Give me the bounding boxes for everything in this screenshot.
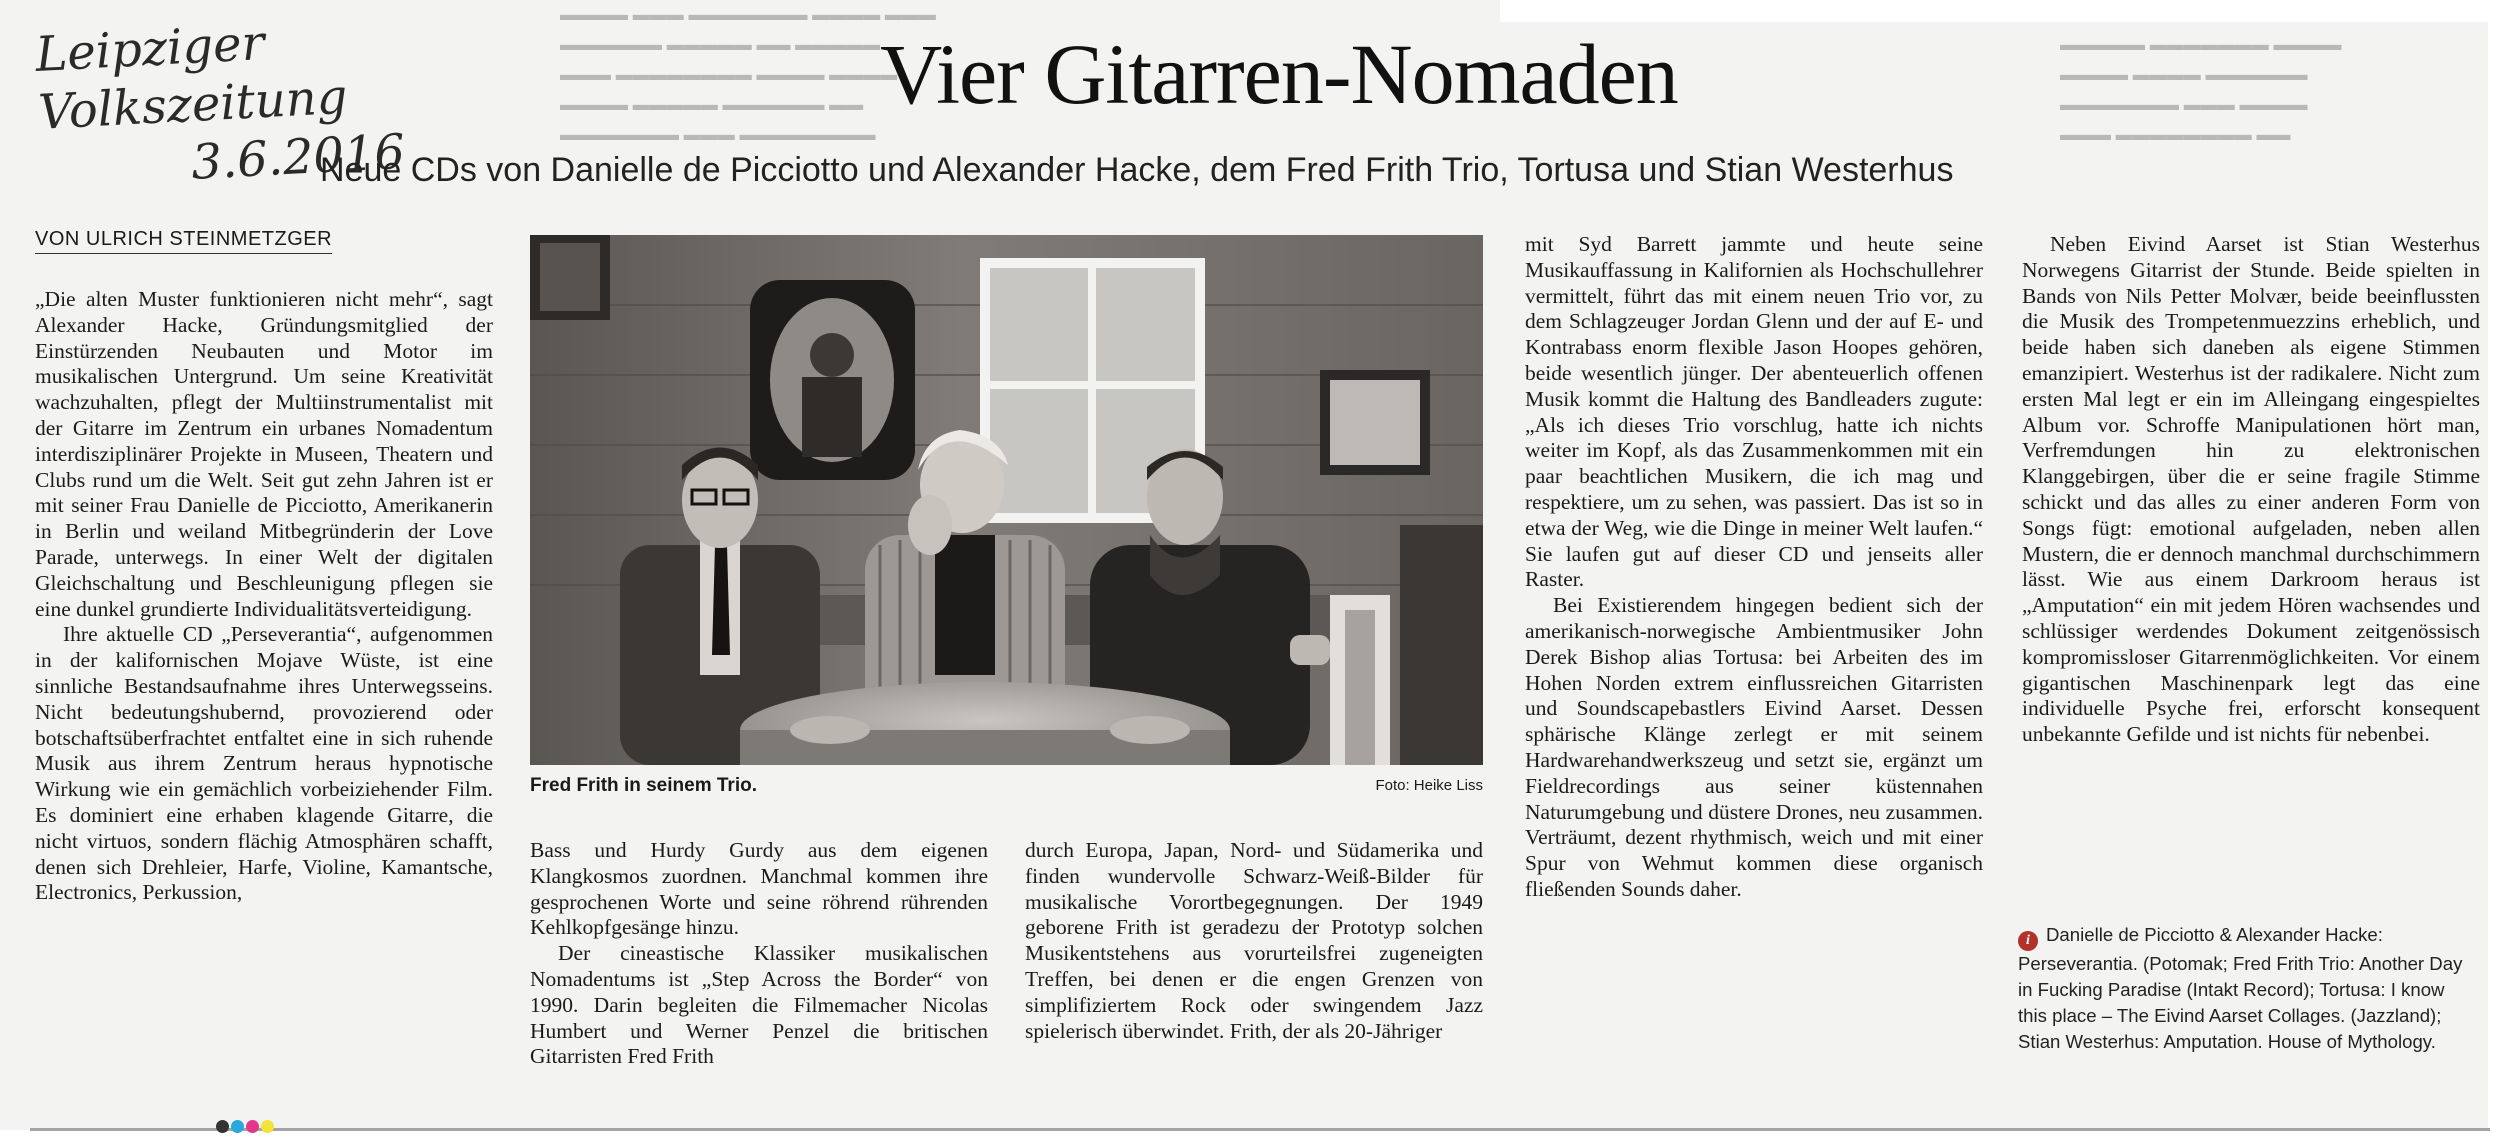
- column-4: [1525, 232, 1983, 1098]
- paragraph: „Die alten Muster funktionieren nicht mehr“, sagt Alexander Hacke, Gründungsmitglied der Einstürzenden Neubauten und Motor im musikalischen Untergrund. Um seine Kreativität wachzuhalten, pflegt der Multiinstrumentalist mit der Gitarre im Zentrum ein urbanes Nomadentum interdisziplinärer Projekte in Museen, Theatern und Clubs rund um die Welt. Seit gut zehn Jahren ist er mit seiner Frau Danielle de Picciotto, Amerikanerin in Berlin und weiland Mitbegründerin der Love Parade, unterwegs. In einer Welt der digitalen Gleichschaltung und Beschleunigung pflegen sie eine dunkel grundierte Individualitätsverteidigung.: [35, 287, 493, 621]
- column-1: [35, 287, 493, 1095]
- paragraph: mit Syd Barrett jammte und heute seine Musikauffassung in Kalifornien als Hochschullehrer vermittelt, führt das mit einem neuen Trio vor, zu dem Schlagzeuger Jordan Glenn und der auf E- und Kontrabass enorm flexible Jason Hoopes gehören, beide wesentlich jünger. Der abenteuerlich offenen Musik kommt die Haltung des Bandleaders zugute: „Als ich dieses Trio vorschlug, hatte ich nichts weiter im Kopf, als das Zusammenkommen mit ein paar beachtlichen Musikern, die ich mag und respektiere, um zu sehen, was passiert. Das ist so in etwa der Weg, wie die Dinge in meiner Welt laufen.“ Sie laufen gut auf dieser CD und jenseits aller Raster.: [1525, 232, 1983, 592]
- column-2: [530, 838, 988, 1098]
- paragraph: Neben Eivind Aarset ist Stian Westerhus Norwegens Gitarrist der Stunde. Beide spielten in Bands von Nils Petter Molvær, beide beeinflussten die Musik des Trompetenmuezzins erheblich, und beide haben sich daneben als eigene Stimmen emanzipiert. Westerhus ist der radikalere. Nicht zum ersten Mal legt er ein im Alleingang eingespieltes Album vor. Schroffe Manipulationen hört man, Verfremdungen hin zu elektronischen Klanggebirgen, über die er seine fragile Stimme schickt und das alles zu einer anderen Form von Songs fügt: emotional aufgeladen, neben allen Mustern, die er dennoch manchmal durchschimmern lässt. Wie aus einem Darkroom heraus ist „Amputation“ ein mit jedem Hören wachsendes und schlüssiger werdendes Dokument zeitgenössisch kompromissloser Gitarrenmöglichkeiten. Vor einem gigantischen Maschinenpark legt das eine individuelle Psyche frei, erforscht konsequent unbekannte Gefilde und ist nichts für nebenbei.: [2022, 232, 2480, 747]
- paragraph: durch Europa, Japan, Nord- und Südamerika und finden wundervolle Schwarz-Weiß-Bilder für musikalische Vorortbegegnungen. Der 1949 geborene Frith ist geradezu der Prototyp solchen Musikentstehens aus vorurteilsfrei zugeneigten Treffen, bei denen er die engen Grenzen von simplifiziertem Rock oder swingendem Jazz spielerisch überwindet. Frith, der als 20-Jähriger: [1025, 838, 1483, 1043]
- paragraph: Der cineastische Klassiker musikalischen Nomadentums ist „Step Across the Border“ von 1990. Darin begleiten die Filmemacher Nicolas Humbert und Werner Penzel die britischen Gitarristen Fred Frith: [530, 941, 988, 1069]
- bleed-through-text: ▬▬▬▬ ▬▬▬ ▬▬▬▬▬▬▬ ▬▬▬▬ ▬▬▬ ▬▬▬▬▬▬ ▬▬▬▬▬ ▬▬ ▬▬▬▬▬ ▬▬▬ ▬▬▬▬▬▬▬▬ ▬▬▬▬ ▬▬▬▬ ▬▬▬▬ ▬▬▬▬▬ ▬▬▬▬▬▬ ▬▬ ▬▬▬▬▬▬▬ ▬▬▬ ▬▬▬▬▬▬▬▬: [560, 5, 936, 144]
- registration-dot-cyan: [231, 1120, 244, 1133]
- bleed-through-text-right: ▬▬▬▬▬ ▬▬▬▬▬▬▬ ▬▬▬▬ ▬▬▬▬ ▬▬▬▬ ▬▬▬▬▬▬ ▬▬▬▬▬▬▬ ▬▬▬ ▬▬▬▬ ▬▬▬ ▬▬▬▬▬▬▬▬ ▬▬: [2060, 35, 2342, 144]
- paragraph: Bei Existierendem hingegen bedient sich der amerikanisch-norwegische Ambientmusiker John Derek Bishop alias Tortusa: bei Arbeiten des im Hohen Norden extrem einflussreichen Gitarristen und Soundscapebastlers Eivind Aarset. Dessen sphärische Klänge zerlegt er mit seinem Hardwarehandwerkszeug und setzt sie, ergänzt um Fieldrecordings aus seiner küstennahen Naturumgebung und düstere Drones, neu zusammen. Verträumt, dezent rhythmisch, weich und mit einer Spur von Wehmut kommen diese organisch fließenden Sounds daher.: [1525, 593, 1983, 901]
- handwritten-source: Leipziger Volkszeitung: [34, 15, 349, 141]
- handwritten-date: 3.6.2016: [189, 123, 407, 191]
- registration-dot-black: [216, 1120, 229, 1133]
- registration-marks: [216, 1120, 276, 1134]
- column-3: [1025, 838, 1483, 1098]
- paragraph: Ihre aktuelle CD „Perseverantia“, aufgenommen in der kalifornischen Mojave Wüste, ist eine sinnliche Bestandsaufnahme ihres Unterwegsseins. Nicht bedeutungshubernd, provozierend oder botschaftsüberfrachtet entfaltet eine in sich ruhende Musik aus ihrem Zentrum heraus hypnotische Wirkung wie ein gemächlich vorbeiziehender Film. Es dominiert eine erhaben klagende Gitarre, die nicht virtuos, sondern flächig Atmosphären schafft, denen sich Drehleier, Harfe, Violine, Kamantsche, Electronics, Perkussion,: [35, 622, 493, 905]
- paragraph: Bass und Hurdy Gurdy aus dem eigenen Klangkosmos zuordnen. Manchmal kommen ihre gesprochenen Worte und seine röhrend rührenden Kehlkopfgesänge hinzu.: [530, 838, 988, 940]
- photo-credit: Foto: Heike Liss: [1375, 777, 1483, 794]
- column-5: [2022, 232, 2480, 902]
- info-icon: i: [2018, 931, 2038, 951]
- trio-photo: [530, 235, 1483, 765]
- byline: VON ULRICH STEINMETZGER: [35, 228, 332, 254]
- caption-text: Fred Frith in seinem Trio.: [530, 775, 757, 796]
- album-info-box: [2018, 922, 2478, 1055]
- trio-photo-illustration: [530, 235, 1483, 765]
- subhead: Neue CDs von Danielle de Picciotto und Alexander Hacke, dem Fred Frith Trio, Tortusa und Stian Westerhus: [320, 151, 1954, 189]
- album-info-text: Danielle de Picciotto & Alexander Hacke: Perseverantia. (Potomak; Fred Frith Trio: Another Day in Fucking Paradise (Intakt Record); Tortusa: I know this place – The Eivind Aarset Collages. (Jazzland); Stian Westerhus: Amputation. House of Mythology.: [2018, 924, 2463, 1052]
- paper-edge: [1500, 0, 2500, 22]
- registration-dot-magenta: [246, 1120, 259, 1133]
- headline: Vier Gitarren-Nomaden: [880, 26, 1678, 122]
- registration-dot-yellow: [261, 1120, 274, 1133]
- photo-caption: [530, 773, 1483, 803]
